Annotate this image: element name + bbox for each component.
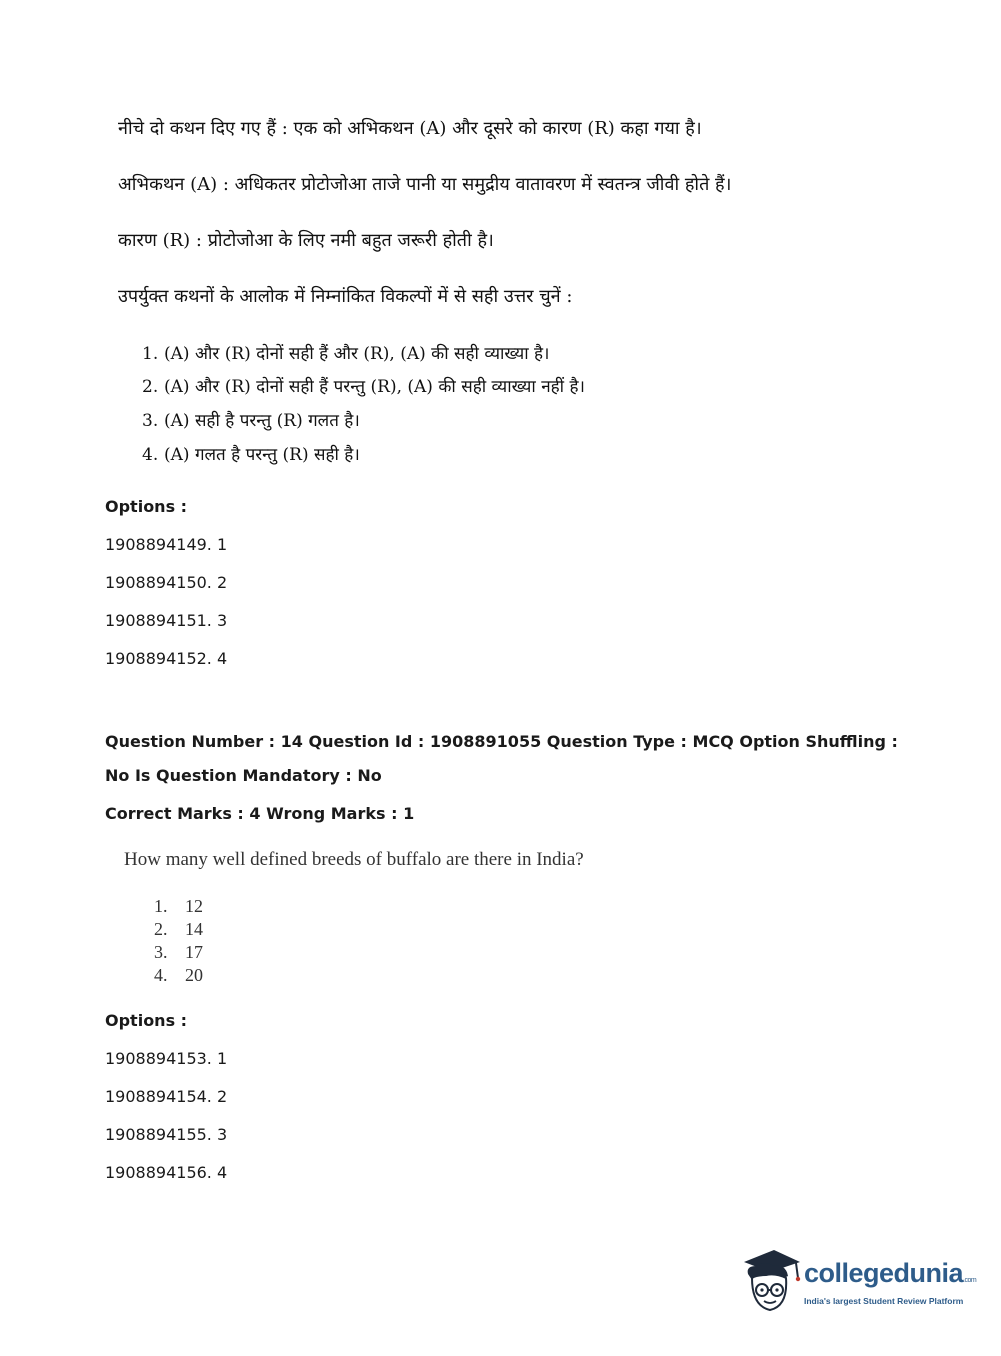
q13-reason: कारण (R) : प्रोटोजोआ के लिए नमी बहुत जरूरी होती है। bbox=[118, 230, 494, 251]
q13-assertion: अभिकथन (A) : अधिकतर प्रोटोजोआ ताजे पानी या समुद्रीय वातावरण में स्वतन्त्र जीवी होते हैं। bbox=[118, 174, 732, 195]
q13-choice-number: 1. bbox=[142, 344, 159, 364]
logo-dotcom: .com bbox=[963, 1277, 977, 1284]
q14-options-label: Options : bbox=[105, 1011, 188, 1030]
q13-choice bbox=[142, 408, 360, 431]
q14-choice-number: 4. bbox=[154, 965, 168, 985]
q13-choice bbox=[142, 442, 360, 465]
q14-choice-text: 14 bbox=[185, 919, 203, 939]
q13-choice-text: (A) और (R) दोनों सही हैं और (R), (A) की सही व्याख्या है। bbox=[164, 344, 550, 364]
q14-marks: Correct Marks : 4 Wrong Marks : 1 bbox=[105, 804, 415, 823]
q13-choice bbox=[142, 341, 550, 364]
q13-option: 1908894150. 2 bbox=[105, 573, 228, 592]
q14-choice bbox=[154, 896, 203, 917]
q13-choice-text: (A) गलत है परन्तु (R) सही है। bbox=[164, 445, 360, 465]
q13-choice-text: (A) सही है परन्तु (R) गलत है। bbox=[164, 411, 360, 431]
q14-choice bbox=[154, 965, 203, 986]
q13-instruction: उपर्युक्त कथनों के आलोक में निम्नांकित विकल्पों में से सही उत्तर चुनें : bbox=[118, 286, 573, 307]
logo-tagline: India's largest Student Review Platform bbox=[804, 1296, 964, 1306]
q13-intro: नीचे दो कथन दिए गए हैं : एक को अभिकथन (A) और दूसरे को कारण (R) कहा गया है। bbox=[118, 118, 702, 139]
q14-question-text: How many well defined breeds of buffalo are there in India? bbox=[124, 849, 584, 870]
q14-choice bbox=[154, 919, 203, 940]
collegedunia-logo bbox=[740, 1248, 977, 1318]
q14-option: 1908894156. 4 bbox=[105, 1163, 228, 1182]
q13-choice-number: 4. bbox=[142, 445, 159, 465]
q13-options-label: Options : bbox=[105, 497, 188, 516]
logo-name: collegedunia bbox=[804, 1258, 964, 1288]
q14-choice-text: 17 bbox=[185, 942, 203, 962]
q13-choice-text: (A) और (R) दोनों सही हैं परन्तु (R), (A) की सही व्याख्या नहीं है। bbox=[164, 377, 585, 397]
q14-option: 1908894153. 1 bbox=[105, 1049, 228, 1068]
q14-choice-number: 2. bbox=[154, 919, 168, 939]
q14-choice bbox=[154, 942, 203, 963]
logo-wordmark bbox=[804, 1258, 976, 1289]
q13-choice-number: 3. bbox=[142, 411, 159, 431]
q13-choice bbox=[142, 374, 585, 397]
q13-choice-number: 2. bbox=[142, 377, 159, 397]
q14-option: 1908894155. 3 bbox=[105, 1125, 228, 1144]
mascot-face-icon bbox=[740, 1248, 802, 1314]
q14-meta: Question Number : 14 Question Id : 1908891055 Question Type : MCQ Option Shuffling : No Is Question Mandatory : No bbox=[105, 732, 898, 785]
q14-choice-text: 20 bbox=[185, 965, 203, 985]
q14-choice-number: 3. bbox=[154, 942, 168, 962]
q13-option: 1908894152. 4 bbox=[105, 649, 228, 668]
q13-option: 1908894151. 3 bbox=[105, 611, 228, 630]
q14-choice-number: 1. bbox=[154, 896, 168, 916]
q14-choice-text: 12 bbox=[185, 896, 203, 916]
q13-option: 1908894149. 1 bbox=[105, 535, 228, 554]
q14-option: 1908894154. 2 bbox=[105, 1087, 228, 1106]
